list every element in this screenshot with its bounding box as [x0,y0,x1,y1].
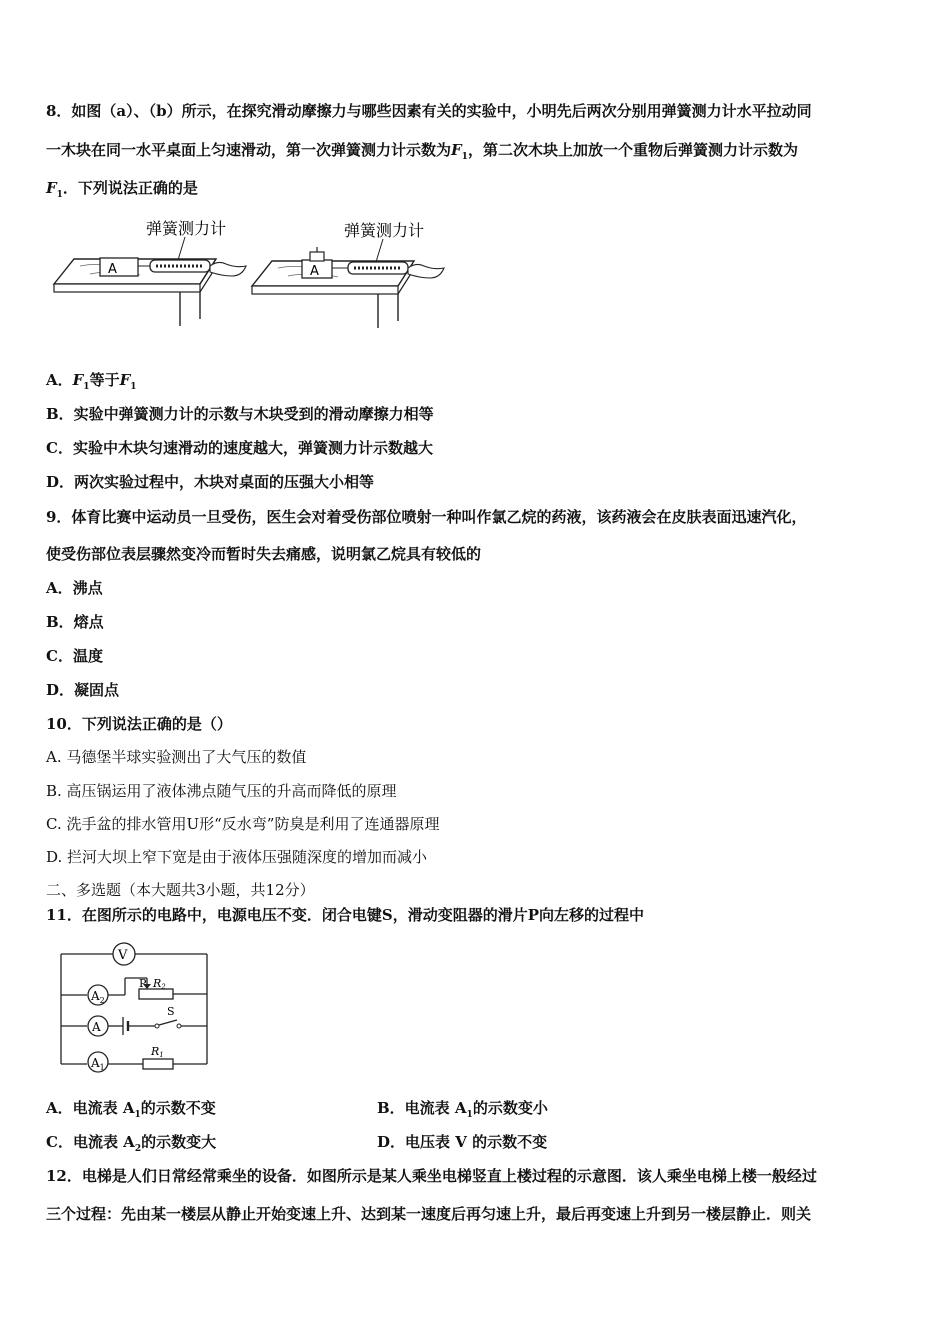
q11-opt-a-end: 的示数不变 [140,1099,216,1117]
q10-option-b: B. 高压锅运用了液体沸点随气压的升高而降低的原理 [46,782,397,800]
section-2-heading: 二、多选题（本大题共3小题，共12分） [46,881,315,899]
q11-option-a [46,1098,216,1125]
q11-opt-a-text: A．电流表 A [46,1099,135,1117]
q11-opt-c-sub: 2 [134,1144,142,1154]
q12-stem-line2: 三个过程：先由某一楼层从静止开始变速上升、达到某一速度后再匀速上升，最后再变速上升到另一楼层静止．则关 [46,1205,812,1223]
voltmeter-label: V [118,948,128,963]
q11-opt-b-text: B．电流表 A [377,1099,467,1117]
q8-figure-b [248,216,448,331]
q9-stem-line1: 9．体育比赛中运动员一旦受伤，医生会对着受伤部位喷射一种叫作氯乙烷的药液，该药液会在皮肤表面迅速汽化， [46,508,807,526]
q8-opt-a-sub1: 1 [83,382,90,392]
q9-option-b: B．熔点 [46,613,104,631]
q8-line3-sub: 1 [56,190,63,200]
q11-stem: 11．在图所示的电路中，电源电压不变．闭合电键S，滑动变阻器的滑片P向左移的过程中 [46,906,644,924]
q9-option-c: C．温度 [46,647,103,665]
q11-opt-b-sub: 1 [466,1110,473,1120]
ammeter-a-label: A [92,1020,101,1034]
q8-opt-a-var2: F [119,371,131,389]
q11-option-b [377,1098,548,1125]
q8-line2-sub: 1 [461,152,468,162]
q8-fig-a-block-label: A [108,262,117,277]
q11-circuit-diagram [55,940,215,1075]
q10-option-a: A. 马德堡半球实验测出了大气压的数值 [46,748,307,766]
r2-label: R2 [153,977,166,991]
q10-option-d: D. 拦河大坝上窄下宽是由于液体压强随深度的增加而减小 [46,848,428,866]
q8-opt-a-var1: F [72,371,84,389]
q8-line2-text: 一木块在同一水平桌面上匀速滑动，第一次弹簧测力计示数为 [46,141,452,159]
q11-opt-a-sub: 1 [134,1110,141,1120]
q9-stem-line2: 使受伤部位表层骤然变冷而暂时失去痛感，说明氯乙烷具有较低的 [46,545,482,563]
q10-option-c: C. 洗手盆的排水管用U形“反水弯”防臭是利用了连通器原理 [46,815,440,833]
q12-stem-line1: 12．电梯是人们日常经常乘坐的设备．如图所示是某人乘坐电梯竖直上楼过程的示意图．该人乘坐电梯上楼一般经过 [46,1167,817,1185]
q8-stem-line2 [46,140,798,167]
switch-s-label: S [167,1005,175,1018]
q8-fig-b-block-label: A [310,264,319,279]
ammeter-a1-label: $A_1$ [91,1056,105,1072]
slider-p-label: P [139,977,147,990]
q8-option-a [46,370,137,397]
q8-option-b: B．实验中弹簧测力计的示数与木块受到的滑动摩擦力相等 [46,405,434,423]
q11-opt-b-end: 的示数变小 [472,1099,548,1117]
q9-option-a: A．沸点 [46,579,103,597]
q8-stem-line1: 8．如图（a）、（b）所示，在探究滑动摩擦力与哪些因素有关的实验中，小明先后两次分别用弹簧测力计水平拉动同 [46,102,812,120]
q9-option-d: D．凝固点 [46,681,120,699]
q8-line2-var: F [451,141,462,159]
q8-line2-end: ，第二次木块上加放一个重物后弹簧测力计示数为 [467,141,798,159]
q8-opt-a-sub2: 1 [130,382,137,392]
q8-fig-b-label: 弹簧测力计 [344,221,425,240]
q8-option-d: D．两次实验过程中，木块对桌面的压强大小相等 [46,473,375,491]
q11-option-d: D．电压表 V 的示数不变 [377,1133,548,1151]
q8-stem-line3 [46,178,198,205]
q11-opt-c-end: 的示数变大 [141,1133,217,1151]
q8-figure-a [50,214,250,329]
q8-line3-end: ．下列说法正确的是 [62,179,198,197]
q8-opt-a-prefix: A． [46,371,73,389]
r1-label: R1 [151,1045,164,1059]
q11-option-c [46,1132,216,1159]
q8-opt-a-mid: 等于 [89,371,120,389]
ammeter-a2-label: $A_2$ [91,989,105,1005]
q8-line3-var: F [46,179,57,197]
q8-option-c: C．实验中木块匀速滑动的速度越大，弹簧测力计示数越大 [46,439,433,457]
q11-opt-c-text: C．电流表 A [46,1133,135,1151]
q10-stem: 10．下列说法正确的是（） [46,715,232,733]
q8-fig-a-label: 弹簧测力计 [146,219,227,238]
